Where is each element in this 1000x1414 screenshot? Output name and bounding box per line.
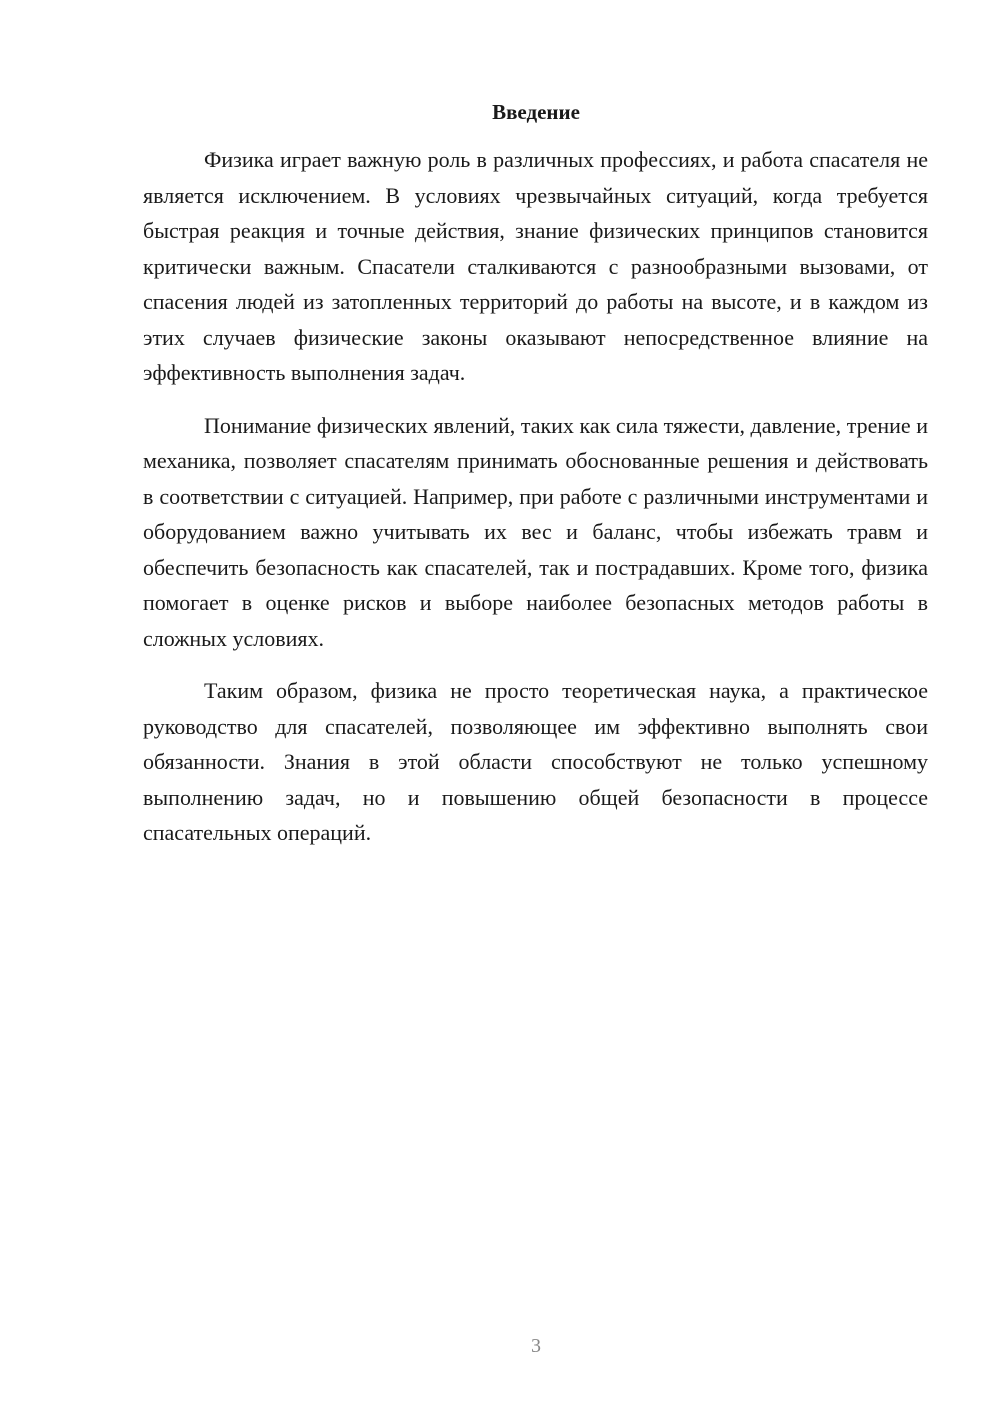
paragraph: Таким образом, физика не просто теоретическая наука, а практическое руководство для спасателей, позволяющее им эффективно выполнять свои обязанности. Знания в этой области способствуют не только успешному выполнению задач, но и повышению общей безопасности в процессе спасательных операций. <box>143 678 928 845</box>
section-title: Введение <box>492 100 580 124</box>
paragraph: Понимание физических явлений, таких как сила тяжести, давление, трение и механика, позволяет спасателям принимать обоснованные решения и действовать в соответствии с ситуацией. Например, при работе с различными инструментами и оборудованием важно учитывать их вес и баланс, чтобы избежать травм и обеспечить безопасность как спасателей, так и пострадавших. Кроме того, физика помогает в оценке рисков и выборе наиболее безопасных методов работы в сложных условиях. <box>143 412 928 651</box>
paragraph: Физика играет важную роль в различных профессиях, и работа спасателя не является исключением. В условиях чрезвычайных ситуаций, когда требуется быстрая реакция и точные действия, знание физических принципов становится критически важным. Спасатели сталкиваются с разнообразными вызовами, от спасения людей из затопленных территорий до работы на высоте, и в каждом из этих случаев физические законы оказывают непосредственное влияние на эффективность выполнения задач. <box>143 147 928 385</box>
page-number: 3 <box>531 1335 541 1357</box>
body-text <box>143 142 928 868</box>
